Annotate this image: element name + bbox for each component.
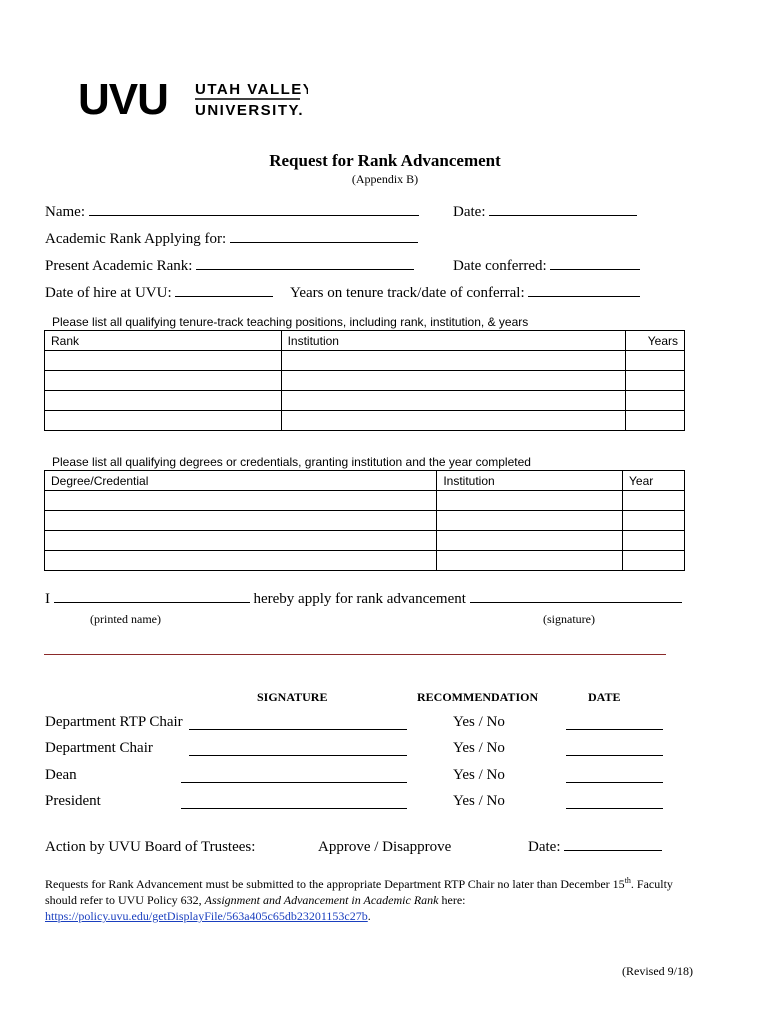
years-tenure-row [290, 285, 640, 302]
table-cell[interactable] [281, 391, 625, 411]
table-cell[interactable] [623, 491, 685, 511]
table-cell[interactable] [623, 531, 685, 551]
table-header-row [45, 471, 685, 491]
printed-name-caption: (printed name) [90, 612, 161, 626]
rank-applying-input[interactable] [230, 241, 418, 243]
years-tenure-label: Years on tenure track/date of conferral: [290, 285, 525, 301]
years-tenure-input[interactable] [528, 295, 640, 297]
header-rank: Rank [45, 331, 282, 351]
table-cell[interactable] [626, 391, 685, 411]
table-cell[interactable] [45, 351, 282, 371]
table-cell[interactable] [45, 371, 282, 391]
date-input[interactable] [489, 214, 637, 216]
date-label: Date: [453, 204, 486, 220]
board-date-input[interactable] [564, 849, 662, 851]
approval-signature-line[interactable] [189, 754, 407, 756]
table-row [45, 411, 685, 431]
approval-recommendation[interactable]: Yes / No [453, 714, 505, 730]
date-hire-row [45, 285, 273, 302]
name-label: Name: [45, 204, 85, 220]
rank-applying-label: Academic Rank Applying for: [45, 231, 227, 247]
table-header-row [45, 331, 685, 351]
table-row [45, 531, 685, 551]
page-title: Request for Rank Advancement [269, 151, 501, 170]
header-years: Years [626, 331, 685, 351]
degrees-table [44, 470, 685, 571]
positions-instruction: Please list all qualifying tenure-track teaching positions, including rank, institution, & years [52, 315, 529, 329]
declaration-prefix: I [45, 591, 50, 607]
approval-recommendation[interactable]: Yes / No [453, 740, 505, 756]
note-period: . [367, 909, 371, 923]
present-rank-row [45, 258, 414, 275]
table-cell[interactable] [281, 351, 625, 371]
col-signature-header: SIGNATURE [257, 690, 328, 704]
declaration-row [45, 591, 682, 608]
logo-line2: UNIVERSITY. [195, 102, 305, 119]
table-cell[interactable] [437, 531, 623, 551]
signature-caption: (signature) [543, 612, 595, 626]
signature-input[interactable] [470, 601, 682, 603]
table-cell[interactable] [623, 511, 685, 531]
name-input[interactable] [89, 214, 419, 216]
approval-date-line[interactable] [566, 781, 663, 783]
table-row [45, 351, 685, 371]
header-degree: Degree/Credential [45, 471, 437, 491]
approval-date-line[interactable] [566, 807, 663, 809]
declaration-middle: hereby apply for rank advancement [253, 591, 466, 607]
board-options[interactable]: Approve / Disapprove [318, 839, 452, 855]
approval-role: Department RTP Chair [45, 714, 183, 730]
table-cell[interactable] [437, 491, 623, 511]
logo-line1: UTAH VALLEY [195, 81, 308, 98]
approval-recommendation[interactable]: Yes / No [453, 767, 505, 783]
approval-recommendation[interactable]: Yes / No [453, 793, 505, 809]
policy-link[interactable]: https://policy.uvu.edu/getDisplayFile/563a405c65db23201153c27b [45, 909, 368, 923]
table-cell[interactable] [626, 411, 685, 431]
header-institution: Institution [281, 331, 625, 351]
col-recommendation-header: RECOMMENDATION [417, 690, 539, 704]
table-cell[interactable] [281, 371, 625, 391]
present-rank-label: Present Academic Rank: [45, 258, 193, 274]
table-row [45, 371, 685, 391]
table-cell[interactable] [281, 411, 625, 431]
board-date-label: Date: [528, 839, 561, 855]
table-cell[interactable] [45, 391, 282, 411]
revision-label: (Revised 9/18) [622, 964, 693, 978]
date-field-row [453, 204, 637, 221]
page-subtitle: (Appendix B) [351, 172, 419, 186]
table-cell[interactable] [437, 551, 623, 571]
table-row [45, 551, 685, 571]
logo-mark-text: UVU [78, 78, 168, 122]
section-divider [44, 654, 666, 655]
degrees-instruction: Please list all qualifying degrees or credentials, granting institution and the year completed [52, 455, 531, 469]
table-cell[interactable] [623, 551, 685, 571]
approval-role: President [45, 793, 101, 809]
uvu-logo [78, 78, 308, 122]
approval-signature-line[interactable] [181, 807, 407, 809]
note-text-4: here: [441, 893, 466, 907]
approval-role: Dean [45, 767, 77, 783]
date-conferred-input[interactable] [550, 268, 640, 270]
table-cell[interactable] [626, 351, 685, 371]
approval-date-line[interactable] [566, 728, 663, 730]
table-cell[interactable] [45, 511, 437, 531]
header-institution: Institution [437, 471, 623, 491]
table-row [45, 491, 685, 511]
table-cell[interactable] [45, 411, 282, 431]
approval-signature-line[interactable] [181, 781, 407, 783]
policy-title: Assignment and Advancement in Academic Rank [204, 893, 439, 907]
date-hire-label: Date of hire at UVU: [45, 285, 172, 301]
approval-role: Department Chair [45, 740, 153, 756]
date-conferred-label: Date conferred: [453, 258, 547, 274]
table-cell[interactable] [45, 491, 437, 511]
uvu-logo-mark [78, 78, 308, 122]
name-field-row [45, 204, 419, 221]
approval-signature-line[interactable] [189, 728, 407, 730]
header-year: Year [623, 471, 685, 491]
board-date-row [528, 839, 662, 856]
printed-name-input[interactable] [54, 601, 250, 603]
date-hire-input[interactable] [175, 295, 273, 297]
table-cell[interactable] [626, 371, 685, 391]
positions-table [44, 330, 685, 431]
table-cell[interactable] [45, 531, 437, 551]
col-date-header: DATE [588, 690, 621, 704]
present-rank-input[interactable] [196, 268, 414, 270]
table-cell[interactable] [437, 511, 623, 531]
table-row [45, 391, 685, 411]
submission-note [45, 873, 725, 924]
date-conferred-row [453, 258, 640, 275]
table-row [45, 511, 685, 531]
board-label: Action by UVU Board of Trustees: [45, 839, 256, 855]
rank-applying-row [45, 231, 418, 248]
note-text-1: Requests for Rank Advancement must be submitted to the appropriate Department RTP Chair no later than December 15 [45, 877, 625, 891]
note-text-3: should refer to UVU Policy 632, [45, 893, 202, 907]
note-sup: th [624, 876, 631, 885]
approval-date-line[interactable] [566, 754, 663, 756]
note-text-2: . Faculty [630, 877, 673, 891]
table-cell[interactable] [45, 551, 437, 571]
